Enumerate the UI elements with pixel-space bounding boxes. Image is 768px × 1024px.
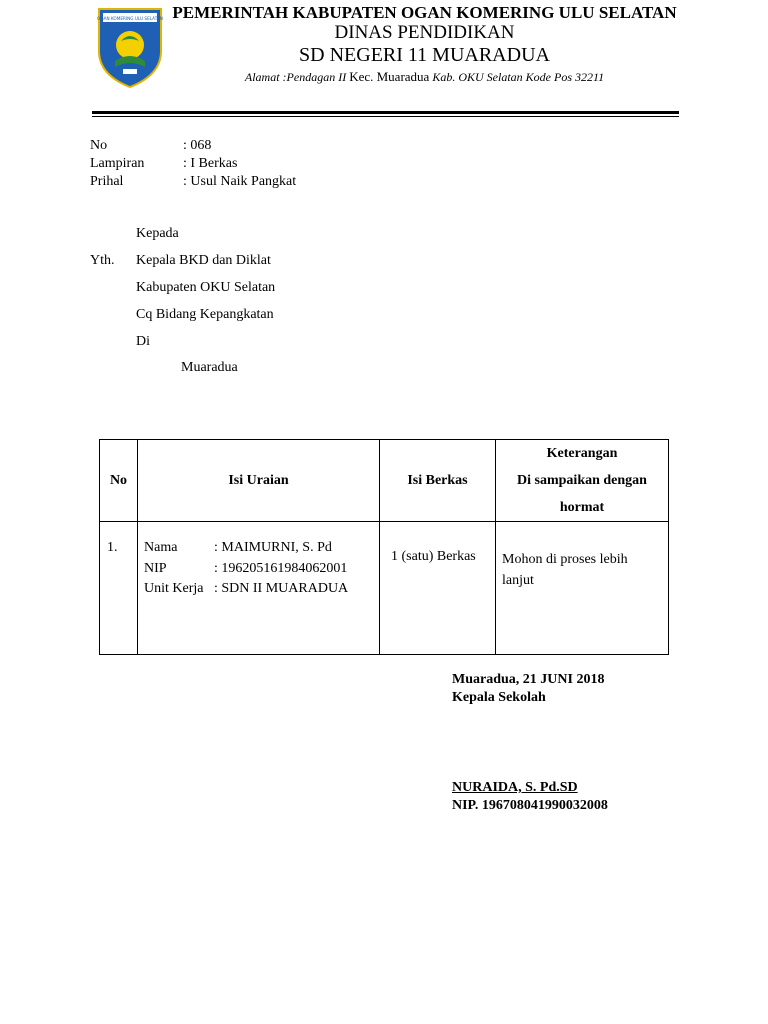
- header-government: PEMERINTAH KABUPATEN OGAN KOMERING ULU SELATAN: [172, 3, 677, 22]
- sign-position: Kepala Sekolah: [452, 690, 546, 705]
- meta-lampiran-value: : I Berkas: [183, 156, 238, 171]
- header-school: SD NEGERI 11 MUARADUA: [299, 44, 550, 66]
- nama-label: Nama: [144, 540, 178, 555]
- nip-value: : 196205161984062001: [214, 560, 348, 576]
- header-rule-thin: [92, 116, 679, 117]
- recipient-line2: Kabupaten OKU Selatan: [136, 280, 276, 295]
- nip-label: NIP: [144, 560, 167, 576]
- letter-meta: [90, 137, 390, 193]
- th-keterangan: [496, 440, 669, 522]
- sign-place-date: Muaradua, 21 JUNI 2018: [452, 672, 605, 687]
- recipient-line4: Di: [136, 334, 150, 349]
- meta-prihal-label: Prihal: [90, 174, 124, 189]
- recipient-line3: Cq Bidang Kepangkatan: [136, 307, 274, 322]
- unit-label: Unit Kerja: [144, 581, 204, 596]
- unit-value: : SDN II MUARADUA: [214, 581, 349, 596]
- cell-keterangan: Mohon di proses lebih lanjut: [496, 522, 669, 655]
- th-no: No: [100, 440, 138, 522]
- logo-text: OGAN KOMERING ULU SELATAN: [97, 16, 163, 21]
- recipient-yth: Yth.: [90, 253, 115, 268]
- meta-prihal-value: : Usul Naik Pangkat: [183, 174, 297, 189]
- sign-name: NURAIDA, S. Pd.SD: [452, 780, 578, 795]
- header-address: Alamat :Pendagan II Kec. Muaradua Kab. OKU Selatan Kode Pos 32211: [244, 69, 605, 84]
- recipient-kepada: Kepada: [136, 226, 179, 241]
- header-rule-thick: [92, 111, 679, 114]
- table-row: [100, 522, 669, 655]
- table-header-row: [100, 440, 669, 522]
- recipient-line5: Muaradua: [181, 360, 238, 375]
- th-isi-uraian: Isi Uraian: [138, 440, 380, 522]
- documents-table: [99, 439, 669, 655]
- header-office: DINAS PENDIDIKAN: [334, 22, 515, 43]
- regency-logo: [95, 5, 165, 89]
- nama-value: : MAIMURNI, S. Pd: [214, 540, 332, 555]
- meta-no-value: : 068: [183, 138, 212, 153]
- th-keterangan-line2: Di sampaikan dengan: [517, 473, 647, 488]
- th-keterangan-line3: hormat: [559, 500, 605, 515]
- cell-no: 1.: [100, 522, 138, 655]
- meta-lampiran-label: Lampiran: [90, 156, 145, 171]
- cell-isi-berkas: 1 (satu) Berkas: [380, 522, 496, 655]
- meta-no-label: No: [90, 138, 108, 153]
- cell-isi-uraian: [138, 522, 380, 655]
- sign-nip: NIP. 196708041990032008: [452, 798, 608, 813]
- recipient-line1: Kepala BKD dan Diklat: [136, 253, 271, 268]
- th-isi-berkas: Isi Berkas: [380, 440, 496, 522]
- th-keterangan-line1: Keterangan: [546, 446, 618, 461]
